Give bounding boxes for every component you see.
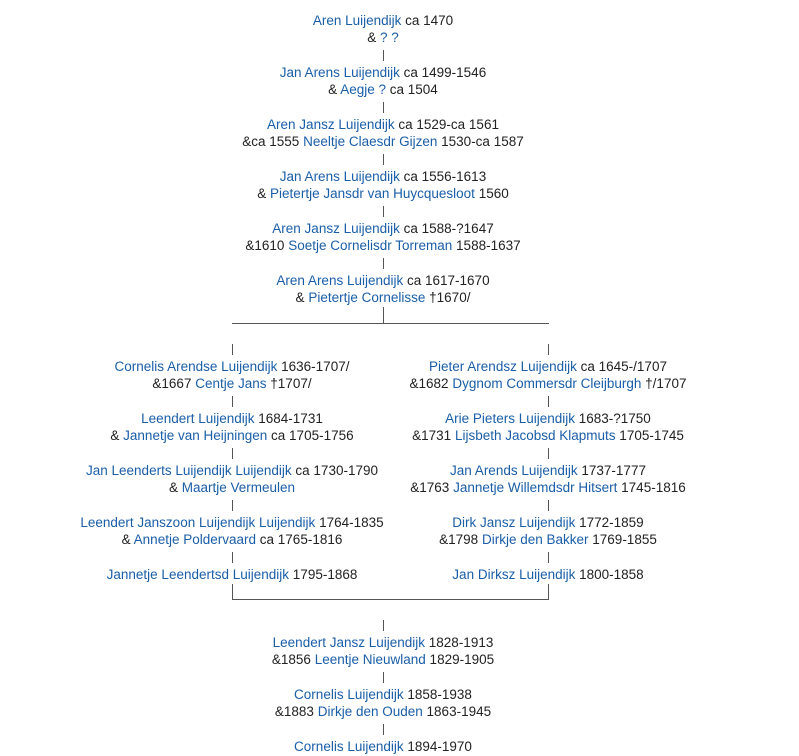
marriage-info: &1610 [245,238,285,253]
connector-vertical [383,672,384,683]
marriage-info: &1883 [274,704,314,719]
spouse-link[interactable]: Dirkje den Bakker [481,532,589,547]
person-line [272,220,493,237]
connector-vertical [548,552,549,563]
spouse-link[interactable]: Jannetje van Heijningen [123,428,268,443]
spouse-line [272,651,494,668]
connector-vertical [232,552,233,563]
person-dates: 1636-1707/ [281,359,350,374]
spouse-line [242,133,523,150]
connector-vertical [548,344,549,355]
spouse-line [328,81,438,98]
spouse-dates: 1560 [478,186,509,201]
person-dates: 1737-1777 [581,463,646,478]
spouse-line [439,531,657,548]
person-dates: ca 1588-?1647 [403,221,494,236]
person-line [80,514,383,531]
spouse-line [367,29,399,46]
person-line [294,686,472,703]
person-line [452,566,643,583]
person-line [115,358,350,375]
person-link[interactable]: Cornelis Arendse Luijendijk [114,359,278,374]
spouse-link[interactable]: Centje Jans [195,376,267,391]
spouse-link[interactable]: Soetje Cornelisdr Torreman [288,238,453,253]
spouse-line [245,237,520,254]
marriage-info: & [367,30,377,45]
person-line [313,12,453,29]
person-link[interactable]: Cornelis Luijendijk [294,739,404,754]
spouse-line [296,289,471,306]
spouse-link[interactable]: Neeltje Claesdr Gijzen [303,134,438,149]
spouse-line [122,531,343,548]
person-link[interactable]: Jan Leenderts Luijendijk Luijendijk [86,463,292,478]
person-link[interactable]: Dirk Jansz Luijendijk [452,515,576,530]
connector-vertical [383,102,384,113]
spouse-line [275,703,491,720]
person-link[interactable]: Leendert Janszoon Luijendijk Luijendijk [80,515,316,530]
spouse-link[interactable]: Jannetje Willemdsdr Hitsert [453,480,618,495]
person-link[interactable]: Aren Arens Luijendijk [276,273,404,288]
person-link[interactable]: Leendert Jansz Luijendijk [272,635,426,650]
branch-merge-line [232,599,549,600]
marriage-info: & [295,290,305,305]
person-dates: 1764-1835 [319,515,384,530]
person-line [280,168,486,185]
spouse-dates: 1705-1745 [619,428,684,443]
spouse-dates: ca 1765-1816 [259,532,343,547]
person-line [86,462,378,479]
connector-vertical [548,584,549,599]
person-dates: 1772-1859 [579,515,644,530]
person-line [280,64,486,81]
connector-vertical [232,448,233,459]
marriage-info: & [121,532,131,547]
spouse-link[interactable]: Aegje ? [340,82,387,97]
spouse-dates: ca 1705-1756 [271,428,354,443]
person-link[interactable]: Cornelis Luijendijk [294,687,404,702]
connector-vertical [383,206,384,217]
person-dates: ca 1645-/1707 [580,359,667,374]
spouse-dates: ca 1504 [389,82,438,97]
spouse-line [110,427,353,444]
spouse-line [410,479,685,496]
person-line [107,566,358,583]
spouse-dates: 1829-1905 [429,652,495,667]
person-link[interactable]: Jannetje Leendertsd Luijendijk [106,567,290,582]
person-dates: ca 1617-1670 [407,273,490,288]
person-line [294,738,472,755]
person-line [429,358,667,375]
person-link[interactable]: Jan Arens Luijendijk [279,169,400,184]
person-link[interactable]: Aren Jansz Luijendijk [272,221,400,236]
person-dates: 1795-1868 [292,567,358,582]
person-link[interactable]: Jan Dirksz Luijendijk [452,567,576,582]
spouse-line [152,375,311,392]
marriage-info: & [110,428,120,443]
spouse-dates: 1745-1816 [621,480,686,495]
person-link[interactable]: Jan Arends Luijendijk [450,463,578,478]
person-dates: ca 1730-1790 [295,463,378,478]
spouse-dates: 1530-ca 1587 [441,134,524,149]
person-link[interactable]: Aren Jansz Luijendijk [267,117,395,132]
connector-vertical [232,584,233,599]
person-line [450,462,646,479]
spouse-dates: †1707/ [270,376,312,391]
connector-vertical [383,620,384,631]
spouse-dates: 1769-1855 [592,532,657,547]
person-line [452,514,643,531]
connector-vertical [383,724,384,735]
person-dates: ca 1499-1546 [403,65,487,80]
spouse-link[interactable]: Leentje Nieuwland [314,652,426,667]
marriage-info: &1856 [271,652,311,667]
marriage-info: &1731 [412,428,452,443]
person-link[interactable]: Leendert Luijendijk [141,411,255,426]
spouse-link[interactable]: Dygnom Commersdr Cleijburgh [452,376,642,391]
person-dates: 1828-1913 [428,635,494,650]
person-line [445,410,651,427]
spouse-line [257,185,508,202]
marriage-info: &1682 [409,376,449,391]
marriage-info: &1798 [439,532,479,547]
person-dates: 1800-1858 [579,567,644,582]
marriage-info: & [328,82,338,97]
connector-vertical [232,500,233,511]
spouse-dates: 1588-1637 [456,238,521,253]
spouse-dates: †1670/ [429,290,471,305]
person-dates: 1683-?1750 [578,411,651,426]
person-line [141,410,323,427]
person-line [273,634,494,651]
connector-vertical [232,344,233,355]
connector-vertical [383,307,384,323]
connector-vertical [548,500,549,511]
marriage-info: &1667 [152,376,192,391]
spouse-dates: †/1707 [645,376,687,391]
spouse-dates: 1863-1945 [426,704,492,719]
spouse-link[interactable]: Pietertje Cornelisse [308,290,426,305]
person-dates: ca 1529-ca 1561 [398,117,499,132]
spouse-link[interactable]: Dirkje den Ouden [317,704,423,719]
connector-vertical [383,50,384,61]
person-dates: ca 1470 [405,13,454,28]
person-link[interactable]: Aren Luijendijk [312,13,402,28]
spouse-link[interactable]: Lijsbeth Jacobsd Klapmuts [454,428,616,443]
connector-vertical [232,396,233,407]
marriage-info: &1763 [410,480,450,495]
spouse-link[interactable]: Annetje Poldervaard [133,532,257,547]
person-dates: 1894-1970 [407,739,472,754]
connector-vertical [548,396,549,407]
connector-vertical [548,448,549,459]
person-link[interactable]: Jan Arens Luijendijk [279,65,400,80]
marriage-info: &ca 1555 [242,134,300,149]
person-dates: 1858-1938 [407,687,472,702]
branch-split-line [232,323,549,324]
spouse-link[interactable]: ? ? [380,30,399,45]
person-dates: 1684-1731 [258,411,323,426]
person-line [276,272,489,289]
marriage-info: & [168,480,178,495]
spouse-line [412,427,684,444]
connector-vertical [383,258,384,269]
person-line [267,116,499,133]
connector-vertical [383,154,384,165]
spouse-line [169,479,295,496]
marriage-info: & [257,186,267,201]
spouse-link[interactable]: Pietertje Jansdr van Huycquesloot [270,186,475,201]
spouse-line [410,375,687,392]
spouse-link[interactable]: Maartje Vermeulen [181,480,296,495]
person-dates: ca 1556-1613 [403,169,487,184]
person-link[interactable]: Pieter Arendsz Luijendijk [429,359,577,374]
person-link[interactable]: Arie Pieters Luijendijk [445,411,575,426]
